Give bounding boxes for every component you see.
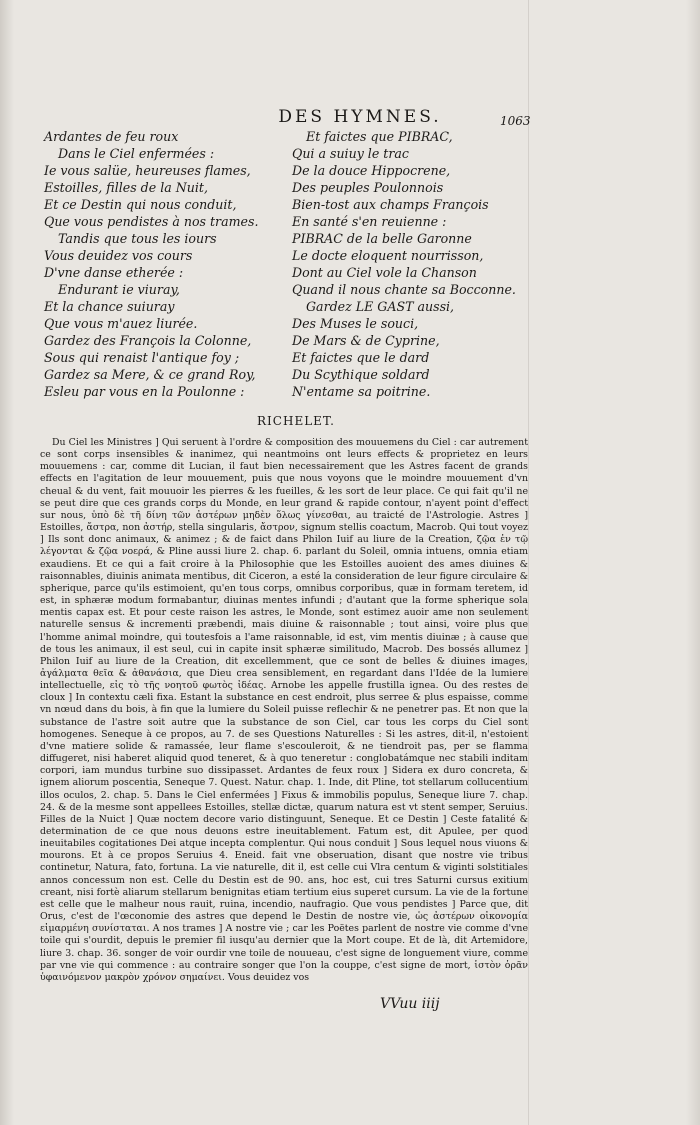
poem-line: Que vous pendistes à nos trames. xyxy=(44,214,259,229)
poem-line: Et faictes que PIBRAC, xyxy=(306,129,453,144)
poem-line: Bien-tost aux champs François xyxy=(292,197,489,212)
poem-line: Dans le Ciel enfermées : xyxy=(58,146,215,161)
left-page-shadow xyxy=(0,0,14,1125)
poem-line: Sous qui renaist l'antique foy ; xyxy=(44,350,240,365)
poem-line: Estoilles, filles de la Nuit, xyxy=(44,180,208,195)
running-head: DES HYMNES. xyxy=(278,107,442,127)
poem-left-column xyxy=(44,128,284,400)
poem-line: Du Scythique soldard xyxy=(292,367,430,382)
poem-line: Esleu par vous en la Poulonne : xyxy=(44,384,245,399)
poem-line: En santé s'en reuienne : xyxy=(292,214,447,229)
poem-line: Endurant ie viuray, xyxy=(58,282,180,297)
poem-line: Qui a suiuy le trac xyxy=(292,146,409,161)
poem-line: D'vne danse etherée : xyxy=(44,265,184,280)
section-title: RICHELET. xyxy=(257,414,335,428)
catchword: VVuu iiij xyxy=(380,996,440,1012)
poem-line: Que vous m'auez liurée. xyxy=(44,316,198,331)
commentary-text xyxy=(40,437,528,984)
poem-line: De la douce Hippocrene, xyxy=(292,163,451,178)
poem-line: Vous deuidez vos cours xyxy=(44,248,193,263)
poem-line: Quand il nous chante sa Bocconne. xyxy=(292,282,516,297)
poem-line: Et faictes que le dard xyxy=(292,350,430,365)
poem-right-column xyxy=(292,128,532,400)
poem-line: Des peuples Poulonnois xyxy=(292,180,444,195)
poem-line: Des Muses le souci, xyxy=(292,316,419,331)
poem-line: PIBRAC de la belle Garonne xyxy=(292,231,472,246)
poem-line: Dont au Ciel vole la Chanson xyxy=(292,265,477,280)
poem-line: N'entame sa poitrine. xyxy=(292,384,431,399)
poem-line: Et ce Destin qui nous conduit, xyxy=(44,197,237,212)
poem-line: Ardantes de feu roux xyxy=(44,129,179,144)
poem-line: Le docte eloquent nourrisson, xyxy=(292,248,484,263)
poem-line: Tandis que tous les iours xyxy=(58,231,217,246)
poem-line: Ie vous salüe, heureuses flames, xyxy=(44,163,251,178)
poem-line: De Mars & de Cyprine, xyxy=(292,333,440,348)
page-number: 1063 xyxy=(500,114,531,128)
poem-line: Gardez LE GAST aussi, xyxy=(306,299,455,314)
poem-line: Gardez sa Mere, & ce grand Roy, xyxy=(44,367,256,382)
right-page-shadow xyxy=(686,0,700,1125)
poem-line: Gardez des François la Colonne, xyxy=(44,333,252,348)
commentary-paragraph: Du Ciel les Ministres ] Qui seruent à l'ordre & composition des mouuemens du Ciel : car autrement ce sont corps insensibles & inanimez, qui neantmoins ont leurs effects & proprietez en leurs mouuemens : car, comme dit Lucian, il faut bien necessairement que les Astres facent de grands effects en l'agitation de leur mouuement, puis que nous voyons que le moindre mouuement d'vn cheual & du vent, fait mouuoir les pierres & les fueilles, & les sort de leur place. Ce qui fait qu'il ne se peut dire que ces grands corps du Monde, en leur grand & rapide contour, n'ayent point d'effect sur nous, ὑπὸ δὲ τῆ δίνη τῶν ἀστέρων μηδὲν ὅλως γίνεσθαι, au traicté de l'Astrologie. Astres ] Estoilles, ἄστρα, non ἀστήρ, stella singularis, ἄστρον, signum stellis coactum, Macrob. Qui tout voyez ] Ils sont donc animaux, & animez ; & de faict dans Philon Iuif au liure de la Creation, ζῷα ἐν τῷ λέγονται & ζῷα νοερά, & Pline aussi liure 2. chap. 6. parlant du Soleil, omnia intuens, omnia etiam exaudiens. Et ce qui a fait croire à la Philosophie que les Estoilles auoient des ames diuines & raisonnables, diuinis animata mentibus, dit Ciceron, a esté la consideration de leur figure circulaire & spherique, parce qu'ils estimoient, qu'en tous corps, omnibus corporibus, quæ in formam teretem, id est, in sphæræ modum formabantur, diuinas mentes infundi ; d'autant que la forme spherique sola mentis capax est. Et pour ceste raison les astres, le Monde, sont estimez auoir ame non seulement naturelle sensus & incrementi præbendi, mais diuine & raisonnable ; tout ainsi, voire plus que l'homme animal moindre, qui toutesfois a l'ame raisonnable, id est, vim mentis diuinæ ; à cause que de tous les animaux, il est seul, cui in capite insit sphæræ similitudo, Macrob. Des bossés allumez ] Philon Iuif au liure de la Creation, dit excellemment, que ce sont de belles & diuines images, ἀγάλματα θεῖα & ἀθανάσια, que Dieu crea sensiblement, en regardant dans l'Idée de la lumiere intellectuelle, εἰς τὸ τῆς νοητοῦ φωτὸς ἰδέας. Arnobe les appelle frustilla ignea. Ou des restes de cloux ] In contextu cæli fixa. Estant la substance en cest endroit, plus serree & plus espaisse, comme vn nœud dans du bois, à fin que la lumiere du Soleil puisse reflechir & ne penetrer pas. Et non que la substance de l'astre soit autre que la substance de son Ciel, car tous les corps du Ciel sont homogenes. Seneque à ce propos, au 7. de ses Questions Naturelles : Si les astres, dit-il, n'estoient d'vne matiere solide & ramassée, leur flame s'escouleroit, & ne tiendroit pas, per se flamma diffugeret, nisi haberet aliquid quod teneret, & à quo teneretur : conglobatámque nec stabili inditam corpori, iam mundus turbine suo dissipasset. Ardantes de feux roux ] Sidera ex duro concreta, & ignem aliorum poscentia, Seneque 7. Quest. Natur. chap. 1. Inde, dit Pline, tot stellarum collucentium illos oculos, 2. chap. 5. Dans le Ciel enfermées ] Fixus & immobilis populus, Seneque liure 7. chap. 24. & de la mesme sont appellees Estoilles, stellæ dictæ, quarum natura est vt stent semper, Seruius. Filles de la Nuict ] Quæ noctem decore vario distinguunt, Seneque. Et ce Destin ] Ceste fatalité & determination de ce que nous deuons estre ineuitablement. Fatum est, dit Apulee, per quod ineuitabiles cogitationes Dei atque incepta complentur. Qui nous conduit ] Sous lequel nous viuons & mourons. Et à ce propos Seruius 4. Eneid. fait vne obseruation, disant que nostre vie tribus continetur, Natura, fato, fortuna. La vie naturelle, dit il, est celle cui Vlra centum & viginti solstitiales annos concessum non est. Celle du Destin est de 90. ans, hoc est, cui tres Saturni cursus exitium creant, nisi fortè aliarum stellarum benignitas etiam tertium eius superet cursum. La vie de la fortune est celle que le malheur nous rauit, ruina, incendio, naufragio. Que vous pendistes ] Parce que, dit Orus, c'est de l'œconomie des astres que depend le Destin de nostre vie, ὡς ἀστέρων οἰκονομία εἱμαρμένη συνίσταται. A nos trames ] A nostre vie ; car les Poëtes parlent de nostre vie comme d'vne toile qui s'ourdit, depuis le premier fil iusqu'au dernier que la Mort coupe. Et de là, dit Artemidore, liure 3. chap. 36. songer de voir ourdir vne toile de nouueau, c'est signe de longuement viure, comme par vne vie qui commence : au contraire songer que l'on la couppe, c'est signe de mort, ἱστὸν ὁρᾶν ὑφαινόμενον μακρὸν χρόνον σημαίνει. Vous deuidez vos xyxy=(40,437,528,983)
poem-line: Et la chance suiuray xyxy=(44,299,175,314)
